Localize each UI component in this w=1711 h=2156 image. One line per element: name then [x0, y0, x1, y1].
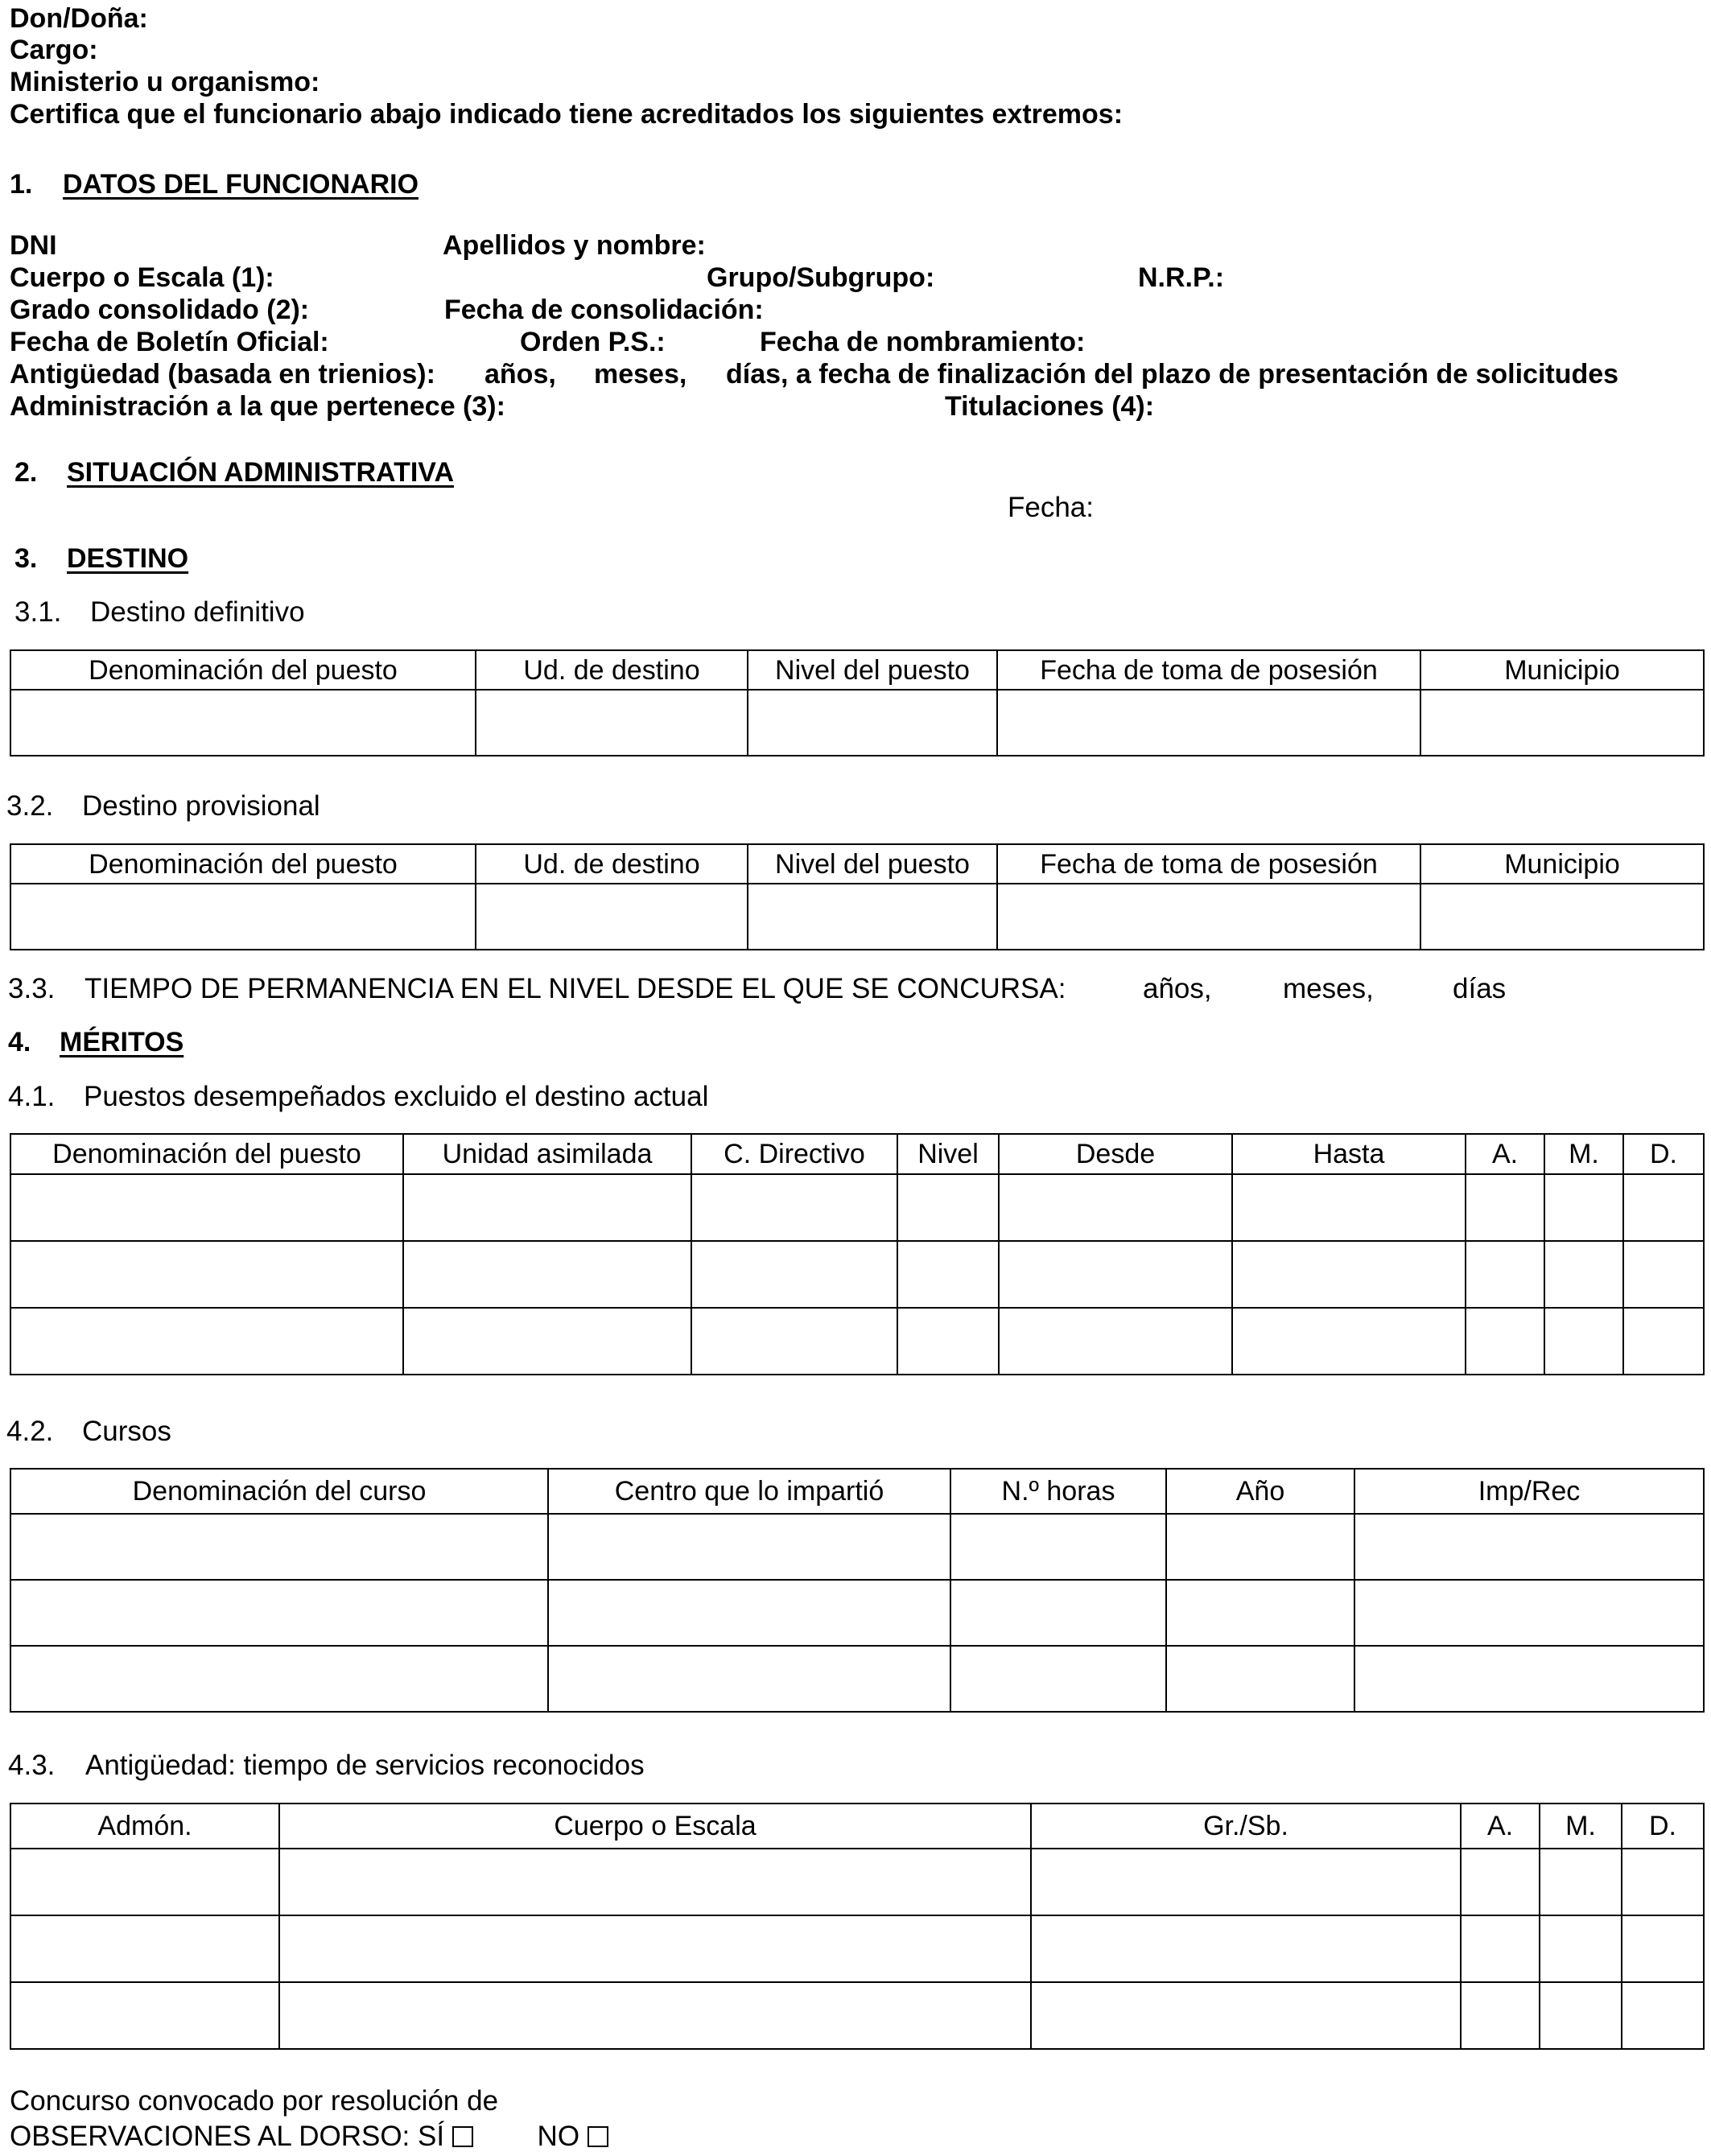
table-cell[interactable]	[1354, 1580, 1704, 1646]
table-cell[interactable]	[10, 1646, 548, 1712]
table-cell[interactable]	[10, 1514, 548, 1580]
table-cell[interactable]	[279, 1982, 1031, 2049]
table-cell[interactable]	[1232, 1241, 1466, 1308]
table-header: Imp/Rec	[1354, 1469, 1704, 1514]
table-header: Nivel del puesto	[748, 650, 997, 690]
table-cell[interactable]	[1622, 1982, 1704, 2049]
table-header: Denominación del puesto	[10, 650, 476, 690]
section32-number: 3.2.	[6, 790, 54, 822]
table-cell[interactable]	[1466, 1174, 1544, 1241]
section32-title: Destino provisional	[82, 790, 320, 822]
no-checkbox[interactable]	[588, 2126, 608, 2147]
table-cell[interactable]	[691, 1241, 897, 1308]
table-cell[interactable]	[1466, 1241, 1544, 1308]
table-cell[interactable]	[10, 1241, 403, 1308]
section3-title: DESTINO	[67, 543, 189, 574]
table-header: M.	[1540, 1804, 1622, 1849]
table-cell[interactable]	[10, 1915, 279, 1982]
table-cell[interactable]	[1466, 1308, 1544, 1375]
cuerpo-escala-label: Cuerpo o Escala (1):	[10, 262, 274, 293]
section1-number: 1.	[10, 169, 33, 200]
table-cell[interactable]	[1544, 1174, 1623, 1241]
table-header: Ud. de destino	[476, 844, 748, 884]
section31-title: Destino definitivo	[90, 596, 305, 628]
table-header: A.	[1466, 1134, 1544, 1174]
section43-title: Antigüedad: tiempo de servicios reconocidos	[85, 1750, 645, 1781]
antiguedad-label: Antigüedad (basada en trienios):	[10, 359, 435, 390]
table-header: D.	[1623, 1134, 1704, 1174]
table-header: C. Directivo	[691, 1134, 897, 1174]
antiguedad-anos: años,	[484, 359, 556, 390]
section41-title: Puestos desempeñados excluido el destino actual	[84, 1081, 709, 1112]
table-header: Hasta	[1232, 1134, 1466, 1174]
concurso-resolucion-label: Concurso convocado por resolución de	[10, 2085, 499, 2117]
section43-number: 4.3.	[8, 1750, 56, 1781]
cargo-label: Cargo:	[10, 35, 98, 65]
table-cell[interactable]	[10, 884, 476, 950]
table-header: Municipio	[1420, 650, 1704, 690]
table-header: Municipio	[1420, 844, 1704, 884]
table-header: Nivel	[897, 1134, 999, 1174]
table-cell[interactable]	[950, 1646, 1166, 1712]
table-cell[interactable]	[10, 690, 476, 756]
grupo-subgrupo-label: Grupo/Subgrupo:	[707, 262, 935, 293]
table-header: Denominación del curso	[10, 1469, 548, 1514]
administracion-label: Administración a la que pertenece (3):	[10, 391, 505, 422]
table-cell[interactable]	[997, 690, 1420, 756]
table-header: A.	[1461, 1804, 1540, 1849]
si-checkbox[interactable]	[452, 2126, 473, 2147]
don-dona-label: Don/Doña:	[10, 3, 148, 34]
table-cell[interactable]	[1166, 1514, 1354, 1580]
table-header: Denominación del puesto	[10, 1134, 403, 1174]
table-header: Admón.	[10, 1804, 279, 1849]
table-cell[interactable]	[691, 1174, 897, 1241]
table-cell[interactable]	[10, 1174, 403, 1241]
section4-title: MÉRITOS	[60, 1027, 184, 1057]
table-cell[interactable]	[10, 1982, 279, 2049]
table-header: Cuerpo o Escala	[279, 1804, 1031, 1849]
permanencia-dias: días	[1453, 973, 1507, 1004]
table-cell[interactable]	[1461, 1915, 1540, 1982]
table-cell[interactable]	[999, 1308, 1232, 1375]
table-cell[interactable]	[1461, 1982, 1540, 2049]
table-cell[interactable]	[999, 1174, 1232, 1241]
table-cell[interactable]	[1232, 1174, 1466, 1241]
dni-label: DNI	[10, 230, 57, 261]
observaciones-label	[10, 2122, 608, 2150]
table-cell[interactable]	[1031, 1982, 1461, 2049]
table-cell[interactable]	[403, 1174, 691, 1241]
table-header: M.	[1544, 1134, 1623, 1174]
section4-number: 4.	[8, 1027, 31, 1057]
table-cell[interactable]	[1623, 1308, 1704, 1375]
table-cell[interactable]	[999, 1241, 1232, 1308]
antiguedad-servicios-table	[10, 1803, 1705, 2050]
table-header: Desde	[999, 1134, 1232, 1174]
table-cell[interactable]	[1461, 1849, 1540, 1915]
table-cell[interactable]	[10, 1580, 548, 1646]
table-header: Gr./Sb.	[1031, 1804, 1461, 1849]
table-cell[interactable]	[1544, 1241, 1623, 1308]
table-cell[interactable]	[10, 1308, 403, 1375]
titulaciones-label: Titulaciones (4):	[945, 391, 1155, 422]
fecha-boletin-label: Fecha de Boletín Oficial:	[10, 327, 329, 357]
table-cell[interactable]	[279, 1915, 1031, 1982]
table-cell[interactable]	[476, 690, 748, 756]
table-cell[interactable]	[1622, 1915, 1704, 1982]
table-cell[interactable]	[1166, 1580, 1354, 1646]
orden-ps-label: Orden P.S.:	[520, 327, 666, 357]
permanencia-anos: años,	[1143, 973, 1212, 1004]
table-header: D.	[1622, 1804, 1704, 1849]
table-header: Centro que lo impartió	[548, 1469, 950, 1514]
section42-title: Cursos	[82, 1416, 171, 1447]
table-cell[interactable]	[897, 1241, 999, 1308]
table-cell[interactable]	[997, 884, 1420, 950]
table-cell[interactable]	[950, 1580, 1166, 1646]
puestos-desempenados-table	[10, 1133, 1705, 1375]
table-header: Fecha de toma de posesión	[997, 650, 1420, 690]
table-cell[interactable]	[1031, 1849, 1461, 1915]
table-cell[interactable]	[950, 1514, 1166, 1580]
table-cell[interactable]	[748, 884, 997, 950]
nrp-label: N.R.P.:	[1138, 262, 1225, 293]
table-cell[interactable]	[1540, 1982, 1622, 2049]
table-cell[interactable]	[548, 1580, 950, 1646]
table-header: Nivel del puesto	[748, 844, 997, 884]
table-cell[interactable]	[1354, 1514, 1704, 1580]
situacion-fecha-label: Fecha:	[1008, 492, 1094, 523]
table-cell[interactable]	[403, 1308, 691, 1375]
section31-number: 3.1.	[14, 596, 62, 628]
observaciones-si-label: OBSERVACIONES AL DORSO: SÍ	[10, 2121, 445, 2152]
section3-number: 3.	[14, 543, 38, 574]
destino-definitivo-table	[10, 649, 1705, 756]
permanencia-meses: meses,	[1283, 973, 1374, 1004]
observaciones-no-label: NO	[537, 2121, 580, 2152]
table-cell[interactable]	[1166, 1646, 1354, 1712]
antiguedad-meses: meses,	[594, 359, 687, 390]
table-header: Unidad asimilada	[403, 1134, 691, 1174]
section33-title: TIEMPO DE PERMANENCIA EN EL NIVEL DESDE EL QUE SE CONCURSA:	[85, 973, 1066, 1004]
table-cell[interactable]	[1420, 884, 1704, 950]
antiguedad-dias: días, a fecha de finalización del plazo de presentación de solicitudes	[726, 359, 1619, 390]
certifica-text: Certifica que el funcionario abajo indicado tiene acreditados los siguientes extremos:	[10, 99, 1123, 130]
table-header: Año	[1166, 1469, 1354, 1514]
section33-number: 3.3.	[8, 973, 56, 1004]
grado-consolidado-label: Grado consolidado (2):	[10, 295, 310, 325]
ministerio-label: Ministerio u organismo:	[10, 67, 320, 97]
table-cell[interactable]	[1031, 1915, 1461, 1982]
section42-number: 4.2.	[6, 1416, 54, 1447]
table-header: Ud. de destino	[476, 650, 748, 690]
table-cell[interactable]	[897, 1174, 999, 1241]
table-cell[interactable]	[10, 1849, 279, 1915]
table-cell[interactable]	[748, 690, 997, 756]
fecha-nombramiento-label: Fecha de nombramiento:	[760, 327, 1086, 357]
section41-number: 4.1.	[8, 1081, 56, 1112]
table-cell[interactable]	[476, 884, 748, 950]
table-header: N.º horas	[950, 1469, 1166, 1514]
table-cell[interactable]	[1623, 1241, 1704, 1308]
table-header: Denominación del puesto	[10, 844, 476, 884]
table-cell[interactable]	[1540, 1849, 1622, 1915]
table-cell[interactable]	[1540, 1915, 1622, 1982]
section2-title: SITUACIÓN ADMINISTRATIVA	[67, 457, 455, 488]
table-cell[interactable]	[548, 1646, 950, 1712]
table-cell[interactable]	[548, 1514, 950, 1580]
table-cell[interactable]	[403, 1241, 691, 1308]
section1-title: DATOS DEL FUNCIONARIO	[63, 169, 419, 200]
table-cell[interactable]	[1623, 1174, 1704, 1241]
table-cell[interactable]	[1544, 1308, 1623, 1375]
table-cell[interactable]	[691, 1308, 897, 1375]
table-cell[interactable]	[1420, 690, 1704, 756]
table-cell[interactable]	[897, 1308, 999, 1375]
apellidos-label: Apellidos y nombre:	[443, 230, 706, 261]
section2-number: 2.	[14, 457, 38, 488]
destino-provisional-table	[10, 843, 1705, 950]
table-cell[interactable]	[1354, 1646, 1704, 1712]
table-header: Fecha de toma de posesión	[997, 844, 1420, 884]
fecha-consolidacion-label: Fecha de consolidación:	[444, 295, 764, 325]
table-cell[interactable]	[279, 1849, 1031, 1915]
table-cell[interactable]	[1622, 1849, 1704, 1915]
table-cell[interactable]	[1232, 1308, 1466, 1375]
cursos-table	[10, 1468, 1705, 1713]
